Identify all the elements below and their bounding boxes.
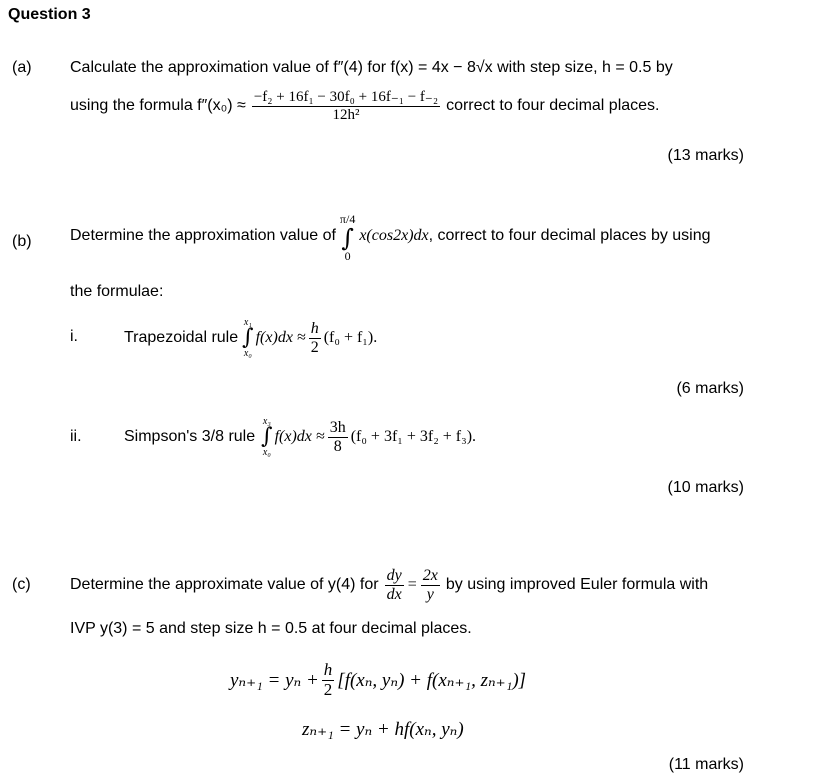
part-a-label: (a) xyxy=(12,59,32,76)
part-a-line1: Calculate the approximation value of f″(4) for f(x) = 4x − 8√x with step size, h = 0.5 by xyxy=(70,59,673,76)
item-i-frac-num: h xyxy=(310,319,319,337)
item-i-fraction xyxy=(309,320,321,356)
item-i-formula xyxy=(124,308,377,368)
equals-sign: = xyxy=(407,576,417,593)
item-i-frac-den: 2 xyxy=(310,338,319,356)
item-ii-integral xyxy=(261,416,272,458)
item-ii-upper: x₃ xyxy=(262,416,271,427)
item-ii-lower: x₀ xyxy=(262,447,271,458)
part-a-marks: (13 marks) xyxy=(667,147,744,164)
integral-sign-icon: ∫ xyxy=(261,424,273,449)
item-i-integrand: f(x)dx ≈ xyxy=(255,329,306,346)
ode-rhs-den: y xyxy=(426,585,434,603)
part-b-formulae-label: the formulae: xyxy=(70,283,164,300)
item-ii-frac-den: 8 xyxy=(333,437,342,455)
part-a-formula-denominator: 12h² xyxy=(332,106,360,123)
part-b-text-suffix: , correct to four decimal places by using xyxy=(428,227,711,244)
item-i-upper: x₁ xyxy=(243,317,252,328)
item-i-roman: i. xyxy=(70,328,78,345)
eq1-lhs: yₙ₊₁ = yₙ + xyxy=(230,669,319,691)
eq1-frac-den: 2 xyxy=(323,679,333,699)
part-a-line2-prefix: using the formula f″(x₀) ≈ xyxy=(70,97,246,114)
item-ii-formula xyxy=(124,406,476,468)
part-b-integral xyxy=(340,212,355,264)
item-ii-name: Simpson's 3/8 rule xyxy=(124,428,256,445)
item-i-rhs: (f₀ + f₁). xyxy=(323,329,378,346)
eq1-frac-num: h xyxy=(323,659,333,679)
ode-rhs-fraction xyxy=(421,567,440,603)
question-title: Question 3 xyxy=(8,6,91,23)
part-a-formula-numerator: −f₂ + 16f₁ − 30f₀ + 16f₋₁ − f₋₂ xyxy=(253,89,439,105)
integral-sign-icon: ∫ xyxy=(242,325,254,350)
item-ii-marks: (10 marks) xyxy=(667,479,744,496)
dy-dx-fraction xyxy=(385,567,404,603)
item-ii-integrand: f(x)dx ≈ xyxy=(274,428,325,445)
part-c-label: (c) xyxy=(12,576,31,593)
part-c-marks: (11 marks) xyxy=(668,756,744,773)
item-ii-fraction xyxy=(328,419,348,455)
item-ii-frac-num: 3h xyxy=(329,418,346,436)
eq1-fraction xyxy=(322,661,335,699)
part-b-integral-upper: π/4 xyxy=(339,212,356,226)
part-c-text-prefix: Determine the approximate value of y(4) for xyxy=(70,576,379,593)
part-c-question-line xyxy=(70,563,708,607)
item-i-integral xyxy=(242,317,253,359)
part-c-text-suffix: by using improved Euler formula with xyxy=(445,576,709,593)
improved-euler-eq2: zₙ₊₁ = yₙ + hf(xₙ, yₙ) xyxy=(302,719,464,740)
part-b-integral-lower: 0 xyxy=(344,249,351,263)
part-b-text-prefix: Determine the approximation value of xyxy=(70,227,336,244)
item-ii-rhs: (f₀ + 3f₁ + 3f₂ + f₃). xyxy=(350,428,477,445)
part-b-integrand: x(cos2x)dx xyxy=(359,227,429,244)
item-i-name: Trapezoidal rule xyxy=(124,329,239,346)
integral-sign-icon: ∫ xyxy=(341,224,354,252)
dx: dx xyxy=(386,585,402,603)
part-a-formula-fraction xyxy=(252,89,440,123)
part-c-line2: IVP y(3) = 5 and step size h = 0.5 at four decimal places. xyxy=(70,620,472,637)
part-b-question-line xyxy=(70,203,711,269)
part-b-label: (b) xyxy=(12,233,32,250)
item-ii-roman: ii. xyxy=(70,428,82,445)
dy: dy xyxy=(386,566,402,584)
part-a-line2-suffix: correct to four decimal places. xyxy=(446,97,660,114)
part-a-formula-line xyxy=(70,89,660,123)
item-i-marks: (6 marks) xyxy=(676,380,744,397)
ode-rhs-num: 2x xyxy=(422,566,438,584)
eq1-rhs: [f(xₙ, yₙ) + f(xₙ₊₁, zₙ₊₁)] xyxy=(337,669,527,691)
item-i-lower: x₀ xyxy=(243,348,252,359)
improved-euler-eq1 xyxy=(230,655,526,705)
